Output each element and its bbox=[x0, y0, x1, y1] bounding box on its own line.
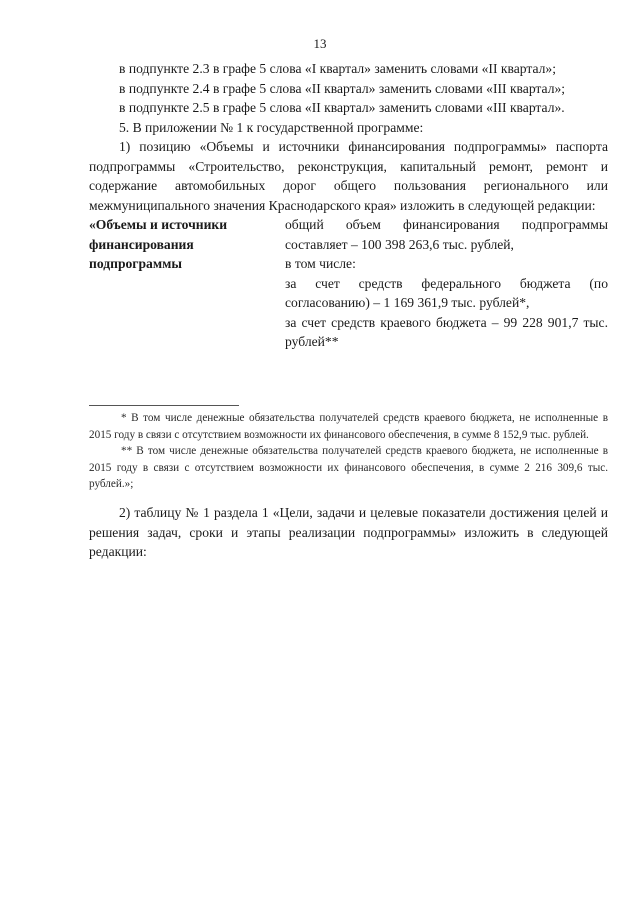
document-body bbox=[89, 59, 608, 352]
document-body-continued bbox=[89, 503, 608, 562]
financing-regional: за счет средств краевого бюджета – 99 228 901,7 тыс. рублей** bbox=[285, 314, 608, 349]
footnote-2: ** В том числе денежные обязательства получателей средств краевого бюджета, не исполненные в 2015 году в связи с отсутствием возможности их финансового обеспечения, в сумме 2 216 309,6 тыс. рублей.»; bbox=[89, 445, 608, 490]
financing-federal: за счет средств федерального бюджета (по согласованию) – 1 169 361,9 тыс. рублей*, bbox=[285, 275, 608, 310]
paragraph-subitem-2-5: в подпункте 2.5 в графе 5 слова «II квартал» заменить словами «III квартал». bbox=[119, 100, 565, 115]
financing-total: общий объем финансирования подпрограммы составляет – 100 398 263,6 тыс. рублей, bbox=[285, 217, 608, 252]
footnote-1: * В том числе денежные обязательства получателей средств краевого бюджета, не исполненные в 2015 году в связи с отсутствием возможности их финансового обеспечения, в сумме 8 152,9 тыс. рублей. bbox=[89, 412, 608, 441]
paragraph-appendix-1: 5. В приложении № 1 к государственной программе: bbox=[119, 119, 424, 135]
financing-table bbox=[89, 215, 608, 352]
paragraph-subitem-2-3: в подпункте 2.3 в графе 5 слова «I квартал» заменить словами «II квартал»; bbox=[119, 61, 556, 76]
footnotes bbox=[89, 410, 608, 493]
financing-table-values bbox=[279, 215, 608, 352]
footnote-separator bbox=[89, 405, 239, 406]
financing-including: в том числе: bbox=[285, 256, 356, 271]
page-number: 13 bbox=[313, 36, 327, 51]
paragraph-position-1: 1) позицию «Объемы и источники финансирования подпрограммы» паспорта подпрограммы «Строительство, реконструкция, капитальный ремонт, ремонт и содержание автомобильных дорог общего пользования регионального или межмуниципального значения Краснодарского края» изложить в следующей редакции: bbox=[89, 139, 608, 213]
financing-table-label: «Объемы и источники финансирования подпрограммы bbox=[89, 217, 228, 271]
paragraph-subitem-2-4: в подпункте 2.4 в графе 5 слова «II квартал» заменить словами «III квартал»; bbox=[119, 80, 566, 96]
paragraph-table-1: 2) таблицу № 1 раздела 1 «Цели, задачи и целевые показатели достижения целей и решения задач, сроки и этапы реализации подпрограммы» изложить в следующей редакции: bbox=[89, 505, 608, 559]
